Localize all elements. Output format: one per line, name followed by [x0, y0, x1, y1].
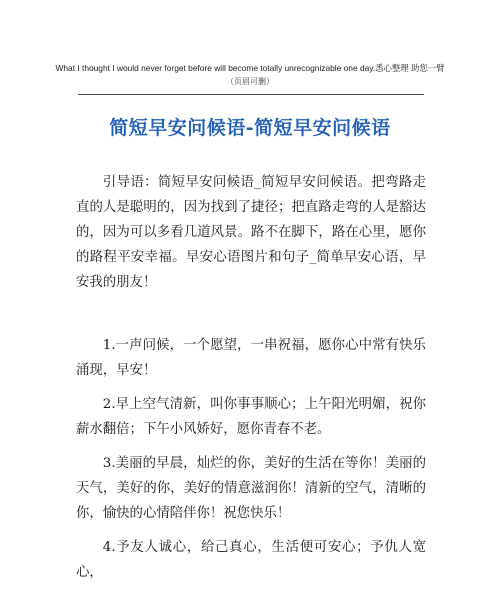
greeting-item-2: 2.早上空气清新，叫你事事顺心；上午阳光明媚，祝你薪水翻倍；下午小风娇好，愿你青春不老。: [76, 397, 426, 437]
intro-paragraph: 引导语：简短早安问候语_简短早安问候语。把弯路走直的人是聪明的，因为找到了捷径；把直路走弯的人是豁达的，因为可以多看几道风景。路不在脚下，路在心里，愿你的路程平安幸福。早安心语图片和句子_简单早安心语，早安我的朋友！: [76, 175, 426, 290]
document-title: 简短早安问候语-简短早安问候语: [109, 117, 391, 139]
greeting-item-4: 4.予友人诚心，给己真心，生活便可安心；予仇人宽心，: [76, 540, 426, 580]
greeting-item-1: 1.一声问候，一个愿望，一串祝福，愿你心中常有快乐涌现，早安！: [76, 338, 426, 378]
header-divider: [78, 94, 424, 95]
document-body: [76, 170, 426, 594]
greeting-item-3: 3.美丽的早晨，灿烂的你，美好的生活在等你！美丽的天气，美好的你，美好的情意滋润你！清新的空气，清晰的你，愉快的心情陪伴你！祝您快乐！: [76, 456, 426, 521]
page-header-note: （页眉可删）: [226, 77, 274, 86]
page-header-quote: What I thought I would never forget before will become totally unrecognizable one day.悉心整理 助您一臂: [55, 63, 445, 73]
